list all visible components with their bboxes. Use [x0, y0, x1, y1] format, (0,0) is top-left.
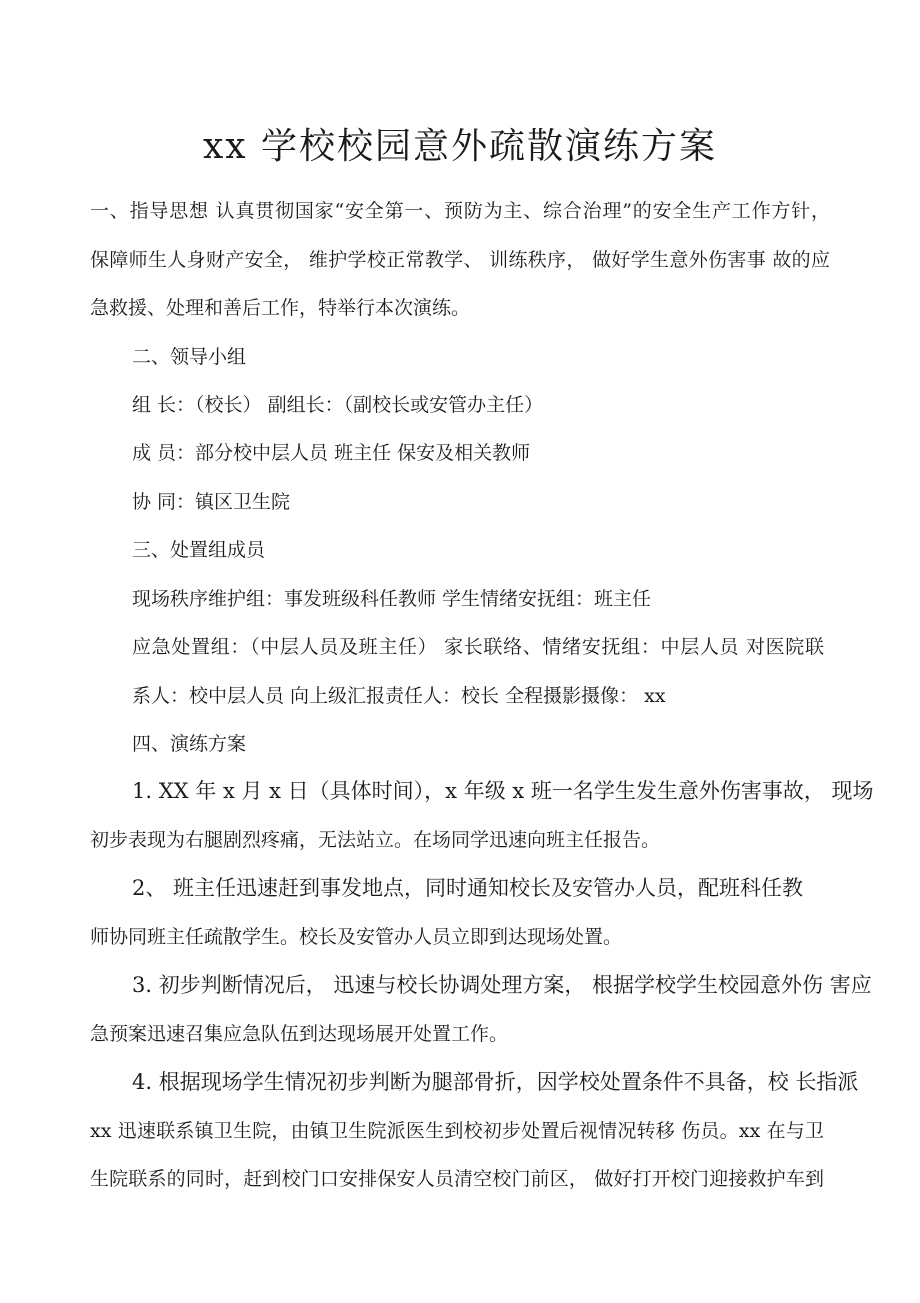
step-line: 生院联系的同时，赶到校门口安排保安人员清空校门前区， 做好打开校门迎接救护车到: [90, 1168, 824, 1190]
step-line: 2、 班主任迅速赶到事发地点，同时通知校长及安管办人员，配班科任教: [132, 876, 804, 900]
paragraph-line: 急救援、处理和善后工作，特举行本次演练。: [90, 297, 471, 319]
step-line: 师协同班主任疏散学生。校长及安管办人员立即到达现场处置。: [90, 926, 623, 948]
step-line: 初步表现为右腿剧烈疼痛，无法站立。在场同学迅速向班主任报告。: [90, 829, 661, 851]
step-line: 3. 初步判断情况后， 迅速与校长协调处理方案， 根据学校学生校园意外伤 害应: [132, 973, 872, 997]
section-heading: 二、领导小组: [132, 346, 247, 368]
step-line: xx 迅速联系镇卫生院，由镇卫生院派医生到校初步处置后视情况转移 伤员。xx 在与卫: [90, 1120, 824, 1142]
leader-line: 组 长：（校长） 副组长：（副校长或安管办主任）: [132, 394, 544, 416]
section-heading: 四、演练方案: [132, 733, 247, 755]
step-line: 急预案迅速召集应急队伍到达现场展开处置工作。: [90, 1023, 509, 1045]
members-line: 成 员：部分校中层人员 班主任 保安及相关教师: [132, 442, 531, 464]
group-line: 应急处置组：（中层人员及班主任） 家长联络、情绪安抚组：中层人员 对医院联: [132, 636, 824, 658]
paragraph-line: 一、指导思想 认真贯彻国家“安全第一、预防为主、综合治理”的安全生产工作方针，: [90, 200, 830, 222]
assist-line: 协 同：镇区卫生院: [132, 491, 291, 513]
document-title: xx 学校校园意外疏散演练方案: [202, 126, 718, 167]
group-line: 现场秩序维护组：事发班级科任教师 学生情绪安抚组：班主任: [132, 588, 652, 610]
group-line: 系人：校中层人员 向上级汇报责任人：校长 全程摄影摄像： xx: [132, 685, 666, 707]
section-heading: 三、处置组成员: [132, 539, 266, 561]
step-line: 4. 根据现场学生情况初步判断为腿部骨折，因学校处置条件不具备，校 长指派: [132, 1070, 859, 1094]
step-line: 1. XX 年 x 月 x 日（具体时间），x 年级 x 班一名学生发生意外伤害事故， 现场: [132, 779, 874, 803]
paragraph-line: 保障师生人身财产安全， 维护学校正常教学、 训练秩序， 做好学生意外伤害事 故的应: [90, 249, 830, 271]
